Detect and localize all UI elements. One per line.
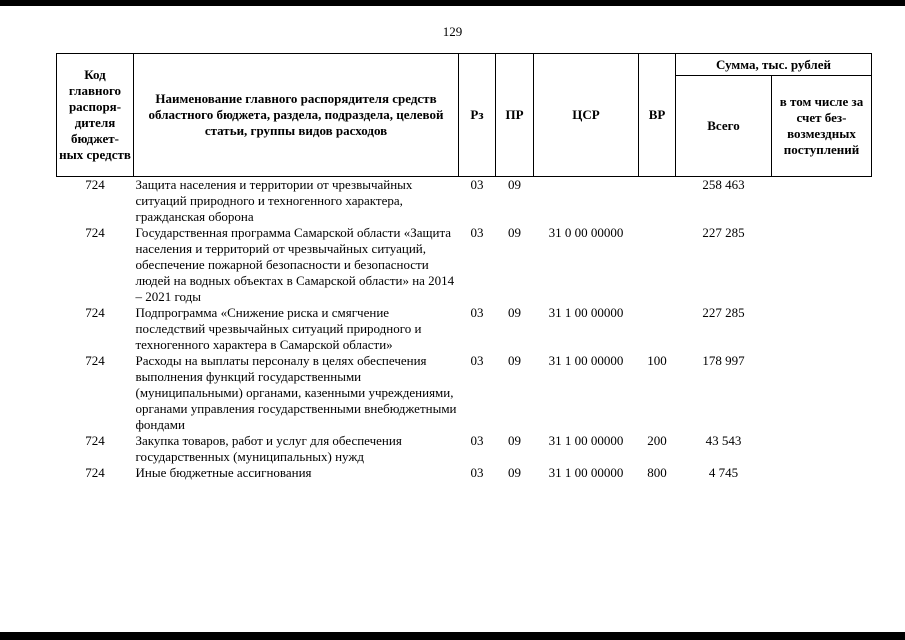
cell-rz: 03 xyxy=(470,465,484,480)
table-body xyxy=(57,177,872,482)
cell-csr: 31 0 00 00000 xyxy=(548,225,624,240)
cell-total: 4 745 xyxy=(708,465,739,480)
cell-incl xyxy=(772,433,872,465)
table-row xyxy=(57,305,872,353)
cell-total: 178 997 xyxy=(702,353,745,368)
table-row xyxy=(57,353,872,433)
cell-pr: 09 xyxy=(508,225,521,240)
header-total: Всего xyxy=(676,76,772,177)
cell-incl xyxy=(772,465,872,481)
cell-name: Защита населения и территории от чрезвычайных ситуаций природного и техногенного характера, гражданская оборона xyxy=(135,177,413,224)
cell-rz: 03 xyxy=(470,177,484,192)
cell-csr: 31 1 00 00000 xyxy=(548,433,624,448)
cell-name: Расходы на выплаты персоналу в целях обеспечения выполнения функций государственными (муниципальными) органами, казенными учреждениями, органами управления государственными внебюджетными фондами xyxy=(135,353,457,432)
cell-vr xyxy=(639,305,676,353)
budget-table xyxy=(56,53,872,481)
table-row xyxy=(57,433,872,465)
cell-name: Иные бюджетные ассигнования xyxy=(135,465,312,480)
cell-pr: 09 xyxy=(508,353,521,368)
cell-pr: 09 xyxy=(508,465,521,480)
cell-csr: 31 1 00 00000 xyxy=(548,465,624,480)
bottom-border xyxy=(0,632,905,640)
header-vr: ВР xyxy=(639,54,676,177)
cell-code: 724 xyxy=(85,177,105,192)
cell-rz: 03 xyxy=(470,225,484,240)
cell-csr: 31 1 00 00000 xyxy=(548,353,624,368)
cell-incl xyxy=(772,225,872,305)
cell-pr: 09 xyxy=(508,433,521,448)
cell-incl xyxy=(772,305,872,353)
cell-total: 227 285 xyxy=(702,225,745,240)
cell-code: 724 xyxy=(85,433,105,448)
cell-pr: 09 xyxy=(508,305,521,320)
header-pr: ПР xyxy=(496,54,534,177)
cell-rz: 03 xyxy=(470,353,484,368)
cell-csr: 31 1 00 00000 xyxy=(548,305,624,320)
top-border xyxy=(0,0,905,6)
header-csr: ЦСР xyxy=(534,54,639,177)
cell-csr xyxy=(534,177,639,226)
table-row xyxy=(57,177,872,226)
cell-incl xyxy=(772,353,872,433)
cell-vr xyxy=(639,177,676,226)
cell-code: 724 xyxy=(85,353,105,368)
header-rz: Рз xyxy=(459,54,496,177)
table-row xyxy=(57,225,872,305)
header-code: Код главного распоря-дителя бюджет-ных средств xyxy=(57,54,134,177)
header-sum: Сумма, тыс. рублей xyxy=(676,54,872,76)
table-row xyxy=(57,465,872,481)
header-incl: в том числе за счет без-возмездных поступлений xyxy=(772,76,872,177)
cell-code: 724 xyxy=(85,225,105,240)
page-number: 129 xyxy=(442,24,463,39)
cell-vr xyxy=(639,225,676,305)
cell-total: 227 285 xyxy=(702,305,745,320)
cell-vr: 200 xyxy=(647,433,667,448)
cell-name: Подпрограмма «Снижение риска и смягчение последствий чрезвычайных ситуаций природного и техногенного характера в Самарской области» xyxy=(135,305,422,352)
cell-code: 724 xyxy=(85,305,105,320)
cell-vr: 800 xyxy=(647,465,667,480)
cell-incl xyxy=(772,177,872,226)
cell-total: 258 463 xyxy=(702,177,745,192)
cell-name: Государственная программа Самарской области «Защита населения и территорий от чрезвычайных ситуаций, обеспечение пожарной безопасности и безопасности людей на водных объектах в Самарской области» на 2014 – 2021 годы xyxy=(135,225,455,304)
cell-name: Закупка товаров, работ и услуг для обеспечения государственных (муниципальных) нужд xyxy=(135,433,402,464)
cell-total: 43 543 xyxy=(705,433,742,448)
cell-rz: 03 xyxy=(470,305,484,320)
header-name: Наименование главного распорядителя средств областного бюджета, раздела, подраздела, целевой статьи, группы видов расходов xyxy=(134,54,459,177)
cell-rz: 03 xyxy=(470,433,484,448)
cell-vr: 100 xyxy=(647,353,667,368)
cell-code: 724 xyxy=(85,465,105,480)
cell-pr: 09 xyxy=(508,177,521,192)
